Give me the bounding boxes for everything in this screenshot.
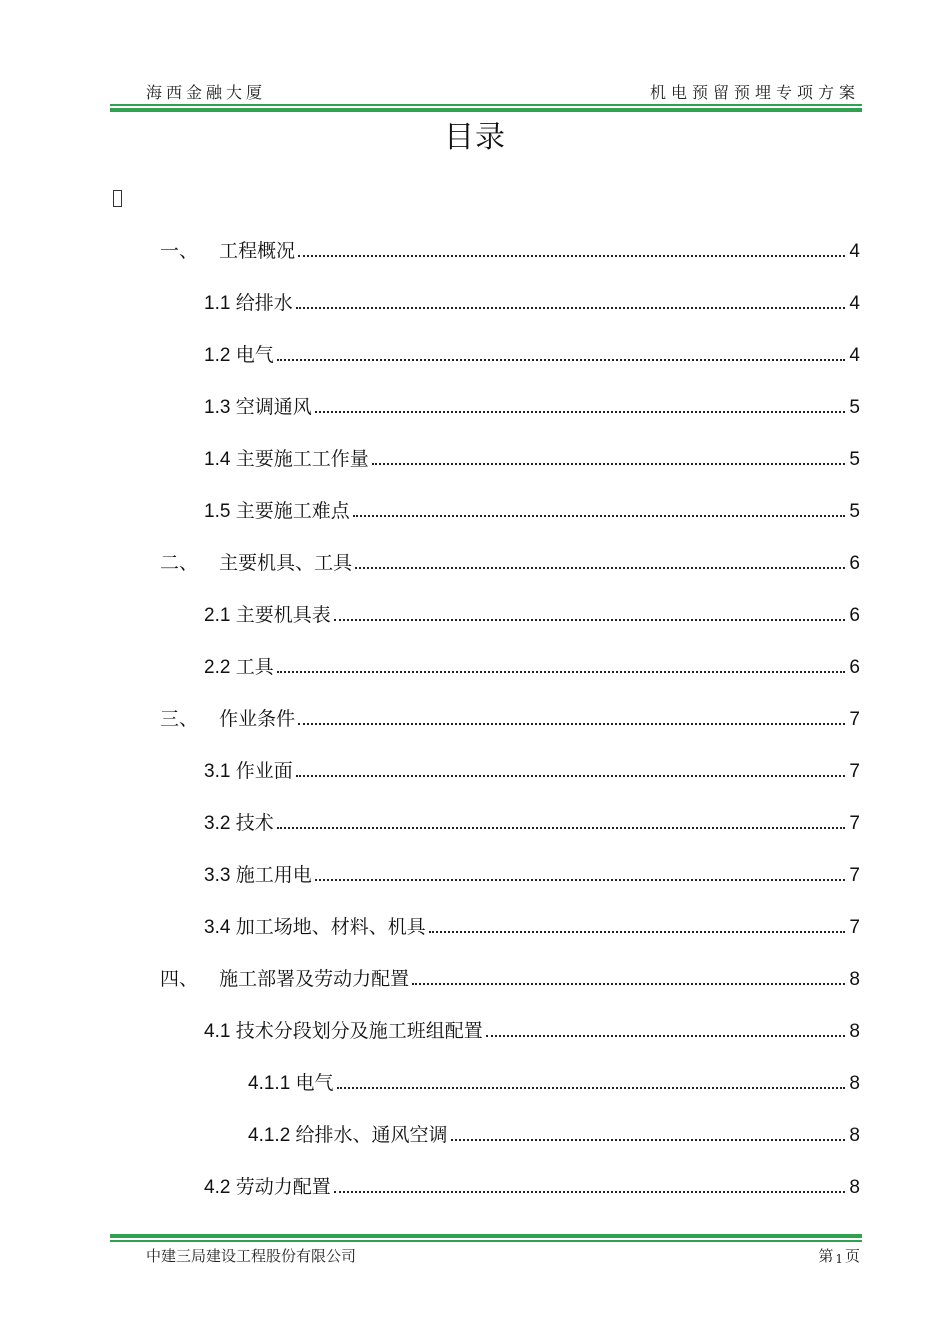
toc-leader-dots: [334, 618, 846, 621]
toc-entry-gap: [198, 709, 219, 731]
toc-entry[interactable]: [248, 1120, 860, 1160]
toc-entry[interactable]: [204, 652, 860, 692]
toc-entry-label: 主要机具、工具: [219, 552, 353, 574]
toc-entry-page: 5: [849, 397, 860, 418]
toc-leader-dots: [296, 306, 846, 309]
toc-entry-gap: [198, 969, 219, 991]
toc-entry-label: 施工部署及劳动力配置: [219, 968, 410, 990]
toc-leader-dots: [486, 1034, 846, 1037]
toc-entry-number: 1.1: [204, 293, 231, 314]
toc-entry-label: 作业条件: [219, 708, 296, 730]
toc-entry[interactable]: [204, 444, 860, 484]
footer-company: 中建三局建设工程股份有限公司: [146, 1247, 357, 1265]
toc-entry-number: 1.2: [204, 345, 231, 366]
toc-leader-dots: [298, 722, 845, 725]
header-doc-title: 机电预留预埋专项方案: [649, 83, 860, 102]
toc-leader-dots: [429, 930, 846, 933]
toc-entry-number: 4.1.1: [248, 1073, 291, 1094]
toc-entry[interactable]: [160, 236, 860, 276]
footer-page-suffix: 页: [844, 1247, 860, 1265]
toc-entry-label: 主要施工难点: [235, 500, 350, 522]
toc-entry-page: 8: [849, 969, 860, 990]
toc-entry-page: 5: [849, 449, 860, 470]
toc-entry[interactable]: [204, 600, 860, 640]
toc-entry-label: 施工用电: [235, 864, 312, 886]
toc-entry-number: 4.1: [204, 1021, 231, 1042]
toc-entry-number: 1.3: [204, 397, 231, 418]
toc-leader-dots: [315, 410, 846, 413]
toc-entry-label: 电气: [235, 344, 274, 366]
toc-entry-number: 二、: [160, 553, 199, 574]
toc-entry-label: 工具: [235, 656, 274, 678]
toc-entry-page: 8: [849, 1021, 860, 1042]
toc-entry-number: 4.1.2: [248, 1125, 291, 1146]
unknown-glyph-icon: [113, 190, 122, 207]
toc-entry-number: 1.4: [204, 449, 231, 470]
footer-rule-thin: [110, 1240, 862, 1242]
toc-entry[interactable]: [204, 756, 860, 796]
toc-entry-page: 7: [849, 709, 860, 730]
header-rule-thin: [110, 104, 862, 106]
toc-entry-number: 2.1: [204, 605, 231, 626]
toc-entry-number: 三、: [160, 709, 199, 730]
toc-entry[interactable]: [204, 340, 860, 380]
toc-entry-label: 给排水、通风空调: [295, 1124, 448, 1146]
toc-entry-page: 7: [849, 917, 860, 938]
toc-entry[interactable]: [204, 288, 860, 328]
toc-leader-dots: [277, 670, 846, 673]
toc-leader-dots: [296, 774, 846, 777]
toc-entry[interactable]: [160, 548, 860, 588]
footer-rule-thick: [110, 1234, 862, 1238]
toc-entry-number: 4.2: [204, 1177, 231, 1198]
toc-entry-page: 7: [849, 813, 860, 834]
toc-entry-page: 6: [849, 605, 860, 626]
toc-entry-page: 8: [849, 1125, 860, 1146]
footer-page: [818, 1245, 860, 1266]
toc-leader-dots: [337, 1086, 846, 1089]
header-project: 海西金融大厦: [146, 83, 267, 102]
toc-entry[interactable]: [204, 912, 860, 952]
footer-page-number: 1: [835, 1252, 843, 1266]
toc-entry-page: 8: [849, 1177, 860, 1198]
toc-entry[interactable]: [204, 392, 860, 432]
toc-entry[interactable]: [204, 496, 860, 536]
toc-entry-label: 工程概况: [219, 240, 296, 262]
toc-entry[interactable]: [160, 704, 860, 744]
toc-entry-page: 4: [849, 293, 860, 314]
toc-entry[interactable]: [204, 1016, 860, 1056]
toc-leader-dots: [298, 254, 845, 257]
toc-entry[interactable]: [204, 1172, 860, 1212]
toc-leader-dots: [334, 1190, 846, 1193]
toc-entry-gap: [198, 553, 219, 575]
toc-entry-page: 4: [849, 241, 860, 262]
footer-page-prefix: 第: [818, 1247, 834, 1265]
toc-entry-label: 主要施工工作量: [235, 448, 369, 470]
toc-entry-page: 8: [849, 1073, 860, 1094]
toc-entry[interactable]: [160, 964, 860, 1004]
toc-leader-dots: [355, 566, 845, 569]
toc-leader-dots: [353, 514, 846, 517]
page-title: 目录: [444, 120, 506, 155]
toc-entry-label: 劳动力配置: [235, 1176, 331, 1198]
toc-entry[interactable]: [204, 860, 860, 900]
toc-entry-label: 技术分段划分及施工班组配置: [235, 1020, 483, 1042]
toc-entry-page: 7: [849, 865, 860, 886]
toc-entry-number: 1.5: [204, 501, 231, 522]
toc-leader-dots: [277, 358, 846, 361]
toc-entry-number: 3.3: [204, 865, 231, 886]
toc-entry-number: 3.4: [204, 917, 231, 938]
toc-leader-dots: [412, 982, 845, 985]
toc-entry[interactable]: [248, 1068, 860, 1108]
toc-entry-label: 加工场地、材料、机具: [235, 916, 426, 938]
toc-entry-label: 作业面: [235, 760, 293, 782]
toc-leader-dots: [451, 1138, 846, 1141]
toc-entry-label: 空调通风: [235, 396, 312, 418]
toc-leader-dots: [372, 462, 846, 465]
toc-entry[interactable]: [204, 808, 860, 848]
toc-entry-page: 7: [849, 761, 860, 782]
toc-entry-page: 4: [849, 345, 860, 366]
toc-entry-number: 3.2: [204, 813, 231, 834]
toc-entry-page: 6: [849, 553, 860, 574]
toc-entry-page: 6: [849, 657, 860, 678]
toc-entry-gap: [198, 241, 219, 263]
toc-entry-label: 主要机具表: [235, 604, 331, 626]
toc-entry-number: 2.2: [204, 657, 231, 678]
toc-entry-page: 5: [849, 501, 860, 522]
toc-entry-number: 3.1: [204, 761, 231, 782]
toc-entry-label: 给排水: [235, 292, 293, 314]
toc-entry-label: 电气: [295, 1072, 334, 1094]
toc-entry-number: 一、: [160, 241, 199, 262]
toc-leader-dots: [315, 878, 846, 881]
toc-entry-number: 四、: [160, 969, 199, 990]
toc-leader-dots: [277, 826, 846, 829]
toc-entry-label: 技术: [235, 812, 274, 834]
